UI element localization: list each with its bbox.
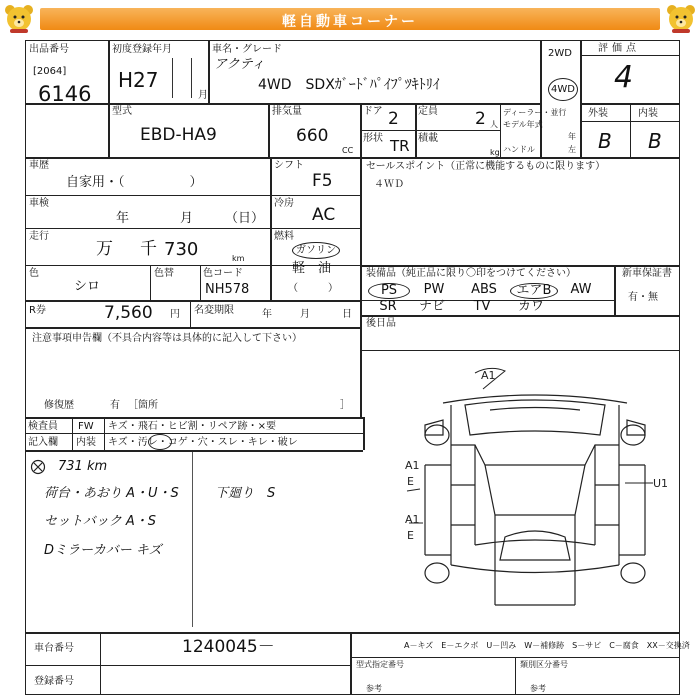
category-number-ref: 参考 (530, 684, 546, 693)
inspector-label-2: 記入欄 (28, 437, 58, 448)
mileage-value: 730 (164, 239, 199, 260)
capacity-value: 2 (475, 109, 486, 129)
history-value: 自家用・（ ） (66, 175, 203, 190)
fuel-paren: （ ） (288, 283, 338, 294)
damage-legend: A－キズ E－エクボ U－凹み W－補修跡 S－サビ C－腐食 XX－交換済 (404, 641, 690, 650)
recycle-value: 7,560 (104, 303, 153, 323)
handle-unit: 左 (568, 145, 576, 154)
transfer-deadline-label: 名変期限 (194, 305, 234, 316)
shift-label: シフト (274, 160, 304, 171)
inspection-month: 月 (180, 211, 194, 226)
load-label: 積載 (418, 133, 438, 144)
drive-4wd-circled: 4WD (548, 78, 578, 101)
recycle-unit: 円 (170, 309, 180, 320)
type-code-label: 型式 (112, 106, 132, 117)
entry-number-label: 出品番号 (29, 44, 69, 55)
note-underbody: 下廻り S (215, 486, 276, 501)
first-reg-label: 初度登録年月 (112, 44, 172, 55)
equipment-item: ABS (471, 282, 497, 297)
inspector-row1-head: FW (78, 421, 94, 432)
warranty-value: 有・無 (628, 292, 658, 303)
car-name-label: 車名・グレード (212, 44, 282, 55)
entry-sub-number: [2064] (33, 66, 67, 77)
note-setback: セットバック A・S (44, 514, 157, 529)
color-label: 色 (29, 268, 39, 279)
category-number-label: 類別区分番号 (520, 660, 568, 669)
transfer-year: 年 (262, 309, 272, 320)
car-model: アクティ (214, 57, 265, 72)
first-reg-year: H27 (118, 68, 159, 92)
transfer-day: 日 (342, 309, 352, 320)
shift-value: F5 (312, 171, 333, 191)
first-reg-month-box (172, 58, 192, 98)
registration-label: 登録番号 (34, 676, 74, 687)
equipment-item: ナビ (418, 299, 445, 314)
fuel-label: 燃料 (274, 231, 294, 242)
inspector-row2-head: 内装 (76, 437, 96, 448)
equipment-item: TV (473, 299, 491, 314)
damage-label-left-2: E (407, 475, 414, 488)
vehicle-damage-diagram (395, 365, 680, 630)
inspector-label-1: 検査員 (28, 421, 58, 432)
equipment-row-2 (368, 300, 554, 314)
banner-bar (40, 8, 660, 30)
sales-point-value: ４ＷＤ (374, 179, 404, 190)
inspection-day: （日） (225, 211, 265, 226)
equipment-item: エアB (510, 283, 558, 299)
color-change-label: 色替 (154, 268, 174, 279)
doors-value: 2 (388, 109, 399, 129)
type-code-value: EBD-HA9 (140, 125, 217, 145)
equipment-label: 装備品（純正品に限り〇印をつけてください） (366, 268, 576, 279)
score-value: 4 (614, 60, 634, 95)
color-code-value: NH578 (205, 282, 250, 297)
equipment-item: AW (570, 282, 592, 297)
inspection-label: 車検 (29, 198, 49, 209)
mileage-sen: 千 (140, 239, 157, 259)
model-year-label: モデル年式 (503, 120, 543, 129)
exterior-grade: B (598, 129, 612, 153)
equipment-item: PW (423, 282, 445, 297)
equipment-item: PS (368, 283, 410, 299)
mileage-man: 万 (96, 239, 113, 259)
equipment-row-1 (368, 283, 604, 299)
load-unit: kg (490, 148, 500, 157)
model-year-unit: 年 (568, 132, 576, 141)
color-value: シロ (74, 279, 101, 294)
ac-label: 冷房 (274, 198, 294, 209)
handle-label: ハンドル (503, 145, 535, 154)
note-door-mirror: Dミラーカバー キズ (44, 543, 162, 558)
inspector-row2-items: キズ・汚レ・コゲ・穴・スレ・キレ・破レ (108, 437, 298, 448)
recycle-label: R券 (29, 305, 46, 316)
sales-point-label: セールスポイント（正常に機能するものに限ります） (366, 161, 606, 172)
damage-label-roof: A1 (481, 369, 496, 382)
history-label: 車歴 (29, 160, 49, 171)
fuel-gasoline-circled: ガソリン (292, 242, 340, 259)
warranty-label: 新車保証書 (622, 268, 672, 279)
car-grade: 4WD SDXｶﾞｰﾄﾞﾊﾟｲﾌﾟﾂｷﾄﾘｲ (258, 77, 440, 93)
capacity-unit: 人 (490, 120, 498, 129)
damage-label-left-3: A1 (405, 513, 420, 526)
odometer-mark-icon (30, 459, 46, 475)
type-designation-label: 型式指定番号 (356, 660, 404, 669)
displacement-value: 660 (296, 126, 329, 146)
note-loading-bed: 荷台・あおり A・U・S (44, 486, 179, 501)
bear-mascot-right-icon (664, 2, 698, 36)
repair-box-close: ］ (340, 400, 350, 411)
note-mileage: 731 km (58, 459, 108, 474)
type-designation-ref: 参考 (366, 684, 382, 693)
capacity-label: 定員 (418, 106, 438, 117)
bear-mascot-left-icon (2, 2, 36, 36)
displacement-label: 排気量 (272, 106, 302, 117)
inspector-row1-items: キズ・飛石・ヒビ割・リペア跡・×要 (108, 421, 276, 432)
equipment-item: カワ (517, 299, 544, 314)
mileage-label: 走行 (29, 231, 49, 242)
color-code-label: 色コード (203, 268, 243, 279)
score-label: 評価点 (598, 43, 640, 54)
mileage-unit: km (232, 254, 245, 263)
doors-label: ドア (363, 106, 383, 117)
fuel-diesel: 軽 油 (292, 261, 332, 276)
repair-label: 修復歴 (44, 400, 74, 411)
transfer-month: 月 (300, 309, 310, 320)
chassis-value: 1240045－ (182, 637, 275, 657)
stain-mark-circle (148, 434, 172, 450)
interior-grade: B (648, 129, 662, 153)
first-reg-month-unit: 月 (198, 90, 208, 101)
chassis-label: 車台番号 (34, 643, 74, 654)
banner-title: 軽自動車コーナー (282, 14, 418, 30)
entry-number: 6146 (38, 82, 92, 106)
repair-box: ［箇所 (128, 400, 158, 411)
exterior-label: 外装 (588, 108, 608, 119)
shape-value: TR (390, 137, 410, 155)
rear-items-label: 後日品 (366, 318, 396, 329)
drive-2wd: 2WD (548, 48, 572, 59)
damage-label-left-1: A1 (405, 459, 420, 472)
dealer-label: ディーラー・並行 (503, 108, 567, 117)
damage-label-right: U1 (653, 477, 669, 490)
interior-label: 内装 (638, 108, 658, 119)
notes-label: 注意事項申告欄（不具合内容等は具体的に記入して下さい） (32, 333, 302, 344)
displacement-unit: CC (342, 146, 354, 155)
damage-label-left-4: E (407, 529, 414, 542)
shape-label: 形状 (363, 133, 383, 144)
repair-value: 有 (110, 400, 120, 411)
equipment-item: SR (379, 299, 397, 314)
banner (0, 0, 700, 40)
ac-value: AC (312, 205, 336, 225)
inspection-year: 年 (116, 211, 130, 226)
